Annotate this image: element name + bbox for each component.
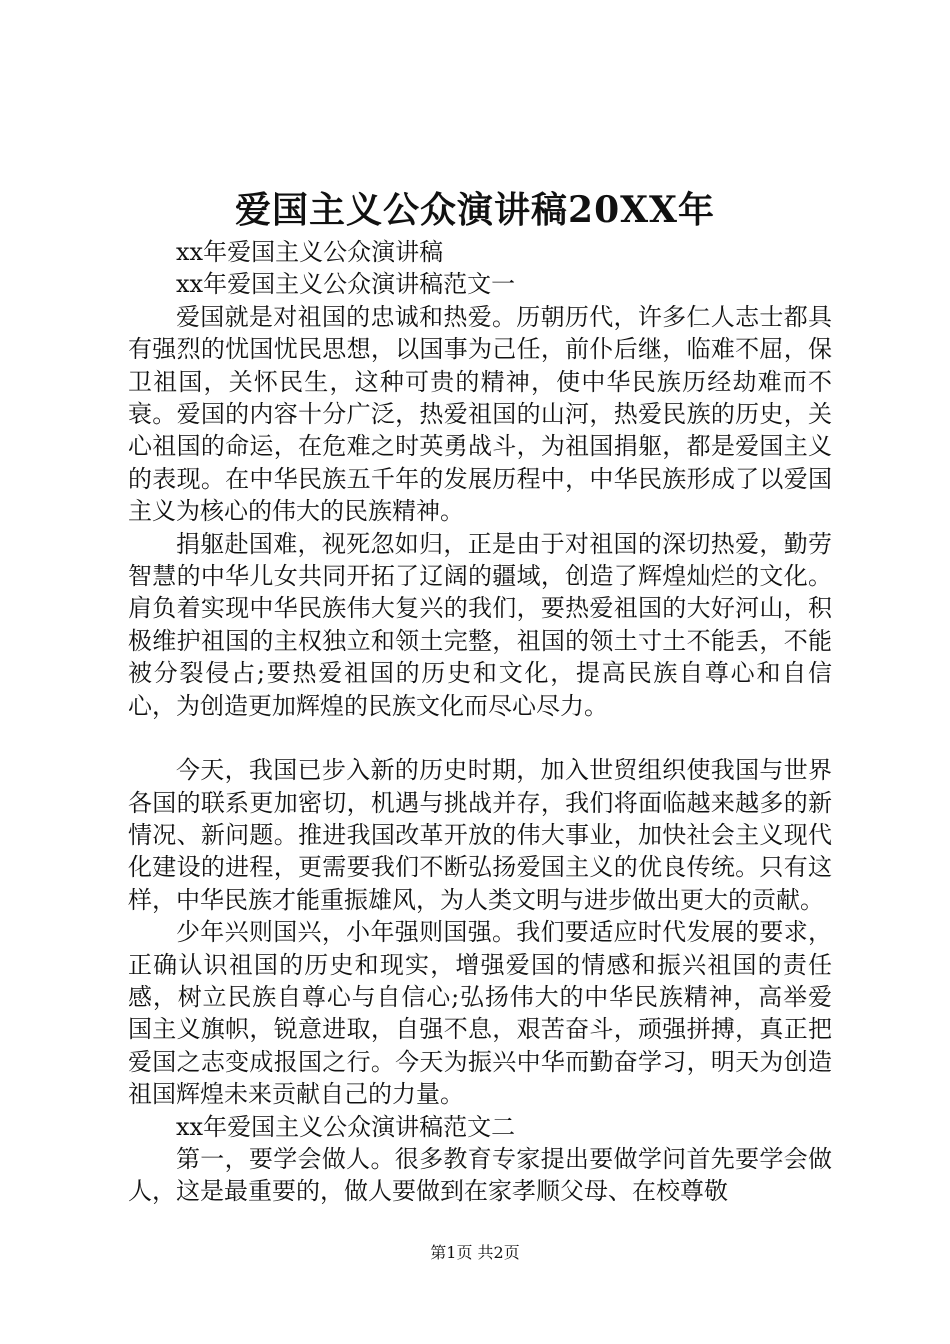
- body-paragraph: 今天，我国已步入新的历史时期，加入世贸组织使我国与世界各国的联系更加密切，机遇与挑战并存，我们将面临越来越多的新情况、新问题。推进我国改革开放的伟大事业，加快社会主义现代化建设的进程，更需要我们不断弘扬爱国主义的优良传统。只有这样，中华民族才能重振雄风，为人类文明与进步做出更大的贡献。: [128, 756, 832, 914]
- body-paragraph: 少年兴则国兴，小年强则国强。我们要适应时代发展的要求，正确认识祖国的历史和现实，增强爱国的情感和振兴祖国的责任感，树立民族自尊心与自信心;弘扬伟大的中华民族精神，高举爱国主义旗帜，锐意进取，自强不息，艰苦奋斗，顽强拼搏，真正把爱国之志变成报国之行。今天为振兴中华而勤奋学习，明天为创造祖国辉煌未来贡献自己的力量。: [128, 918, 832, 1109]
- body-paragraph: 捐躯赴国难，视死忽如归，正是由于对祖国的深切热爱，勤劳智慧的中华儿女共同开拓了辽阔的疆域，创造了辉煌灿烂的文化。肩负着实现中华民族伟大复兴的我们，要热爱祖国的大好河山，积极维护祖国的主权独立和领土完整，祖国的领土寸土不能丢，不能被分裂侵占;要热爱祖国的历史和文化，提高民族自尊心和自信心，为创造更加辉煌的民族文化而尽心尽力。: [128, 529, 832, 720]
- section-heading-2: xx年爱国主义公众演讲稿范文二: [176, 1112, 516, 1141]
- body-paragraph: 第一，要学会做人。很多教育专家提出要做学问首先要学会做人，这是最重要的，做人要做到在家孝顺父母、在校尊敬: [128, 1144, 832, 1206]
- page-number-footer: 第1页 共2页: [430, 1243, 520, 1262]
- section-heading-1: xx年爱国主义公众演讲稿范文一: [176, 270, 516, 299]
- document-body: [128, 236, 832, 1208]
- subtitle-paragraph: xx年爱国主义公众演讲稿: [176, 238, 444, 266]
- body-paragraph: 爱国就是对祖国的忠诚和热爱。历朝历代，许多仁人志士都具有强烈的忧国忧民思想，以国事为己任，前仆后继，临难不屈，保卫祖国，关怀民生，这种可贵的精神，使中华民族历经劫难而不衰。爱国的内容十分广泛，热爱祖国的山河，热爱民族的历史，关心祖国的命运，在危难之时英勇战斗，为祖国捐躯，都是爱国主义的表现。在中华民族五千年的发展历程中，中华民族形成了以爱国主义为核心的伟大的民族精神。: [128, 302, 832, 526]
- document-title: 爱国主义公众演讲稿20XX年: [235, 189, 715, 231]
